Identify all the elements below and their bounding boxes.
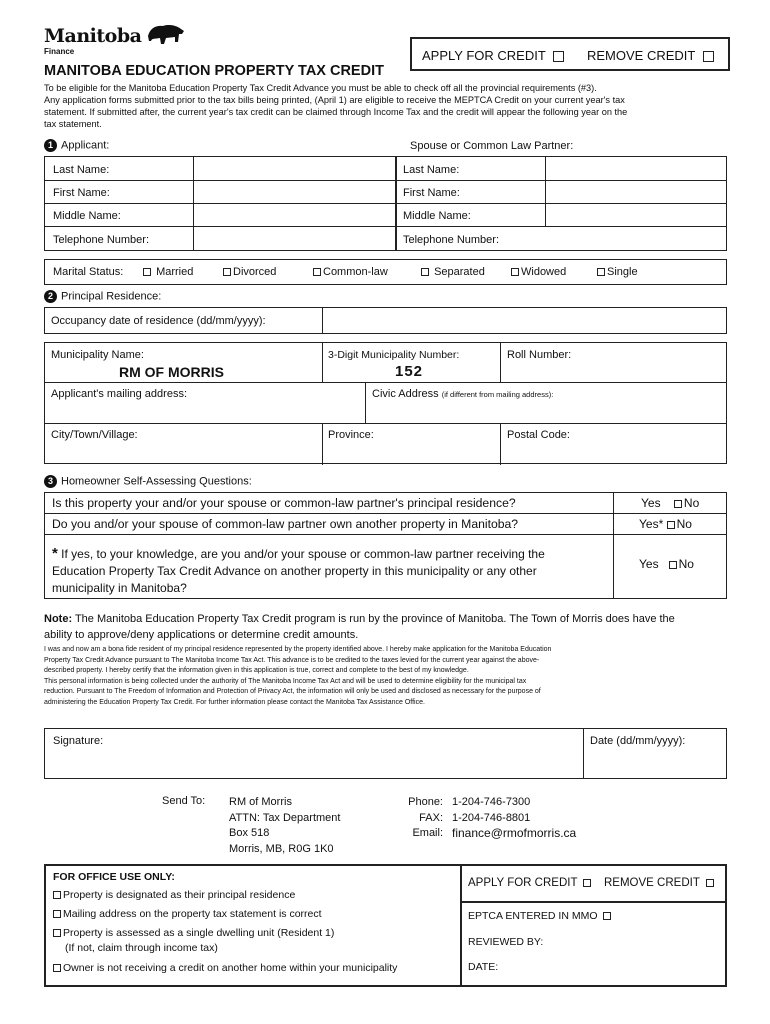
- common-law-checkbox[interactable]: [313, 268, 321, 276]
- office-use-box: [44, 864, 727, 987]
- office-check-4: Owner is not receiving a credit on another home within your municipality: [53, 962, 397, 974]
- office-use-title: FOR OFFICE USE ONLY:: [53, 871, 175, 883]
- send-to-label: Send To:: [162, 795, 206, 807]
- occupancy-row: [44, 307, 727, 334]
- apply-credit-checkbox[interactable]: [553, 51, 564, 62]
- step-2-badge: 2: [44, 290, 57, 303]
- applicant-table: [44, 156, 727, 251]
- office-remove-credit: REMOVE CREDIT: [604, 877, 716, 889]
- contact-values: [452, 795, 576, 842]
- fax-value: 1-204-746-8801: [452, 811, 531, 824]
- applicant-last-field[interactable]: [195, 158, 393, 179]
- spouse-first-label: First Name:: [403, 187, 460, 199]
- office-check-4-box[interactable]: [53, 964, 61, 972]
- office-check-3: Property is assessed as a single dwelling unit (Resident 1) (If not, claim through income tax): [53, 926, 334, 956]
- form-title: MANITOBA EDUCATION PROPERTY TAX CREDIT: [44, 63, 384, 79]
- applicant-last-label: Last Name:: [53, 164, 110, 176]
- marital-label: Marital Status:: [53, 266, 124, 278]
- spouse-heading: Spouse or Common Law Partner:: [410, 140, 574, 152]
- office-check-1: Property is designated as their principal residence: [53, 889, 295, 901]
- office-check-2: Mailing address on the property tax statement is correct: [53, 908, 322, 920]
- signature-field[interactable]: [47, 749, 579, 777]
- step-1-badge: 1: [44, 139, 57, 152]
- roll-number-label: Roll Number:: [507, 349, 572, 361]
- marital-married[interactable]: Married: [143, 266, 193, 278]
- applicant-first-label: First Name:: [53, 187, 110, 199]
- occupancy-date-field[interactable]: [324, 309, 724, 332]
- municipality-number-label: 3-Digit Municipality Number:: [328, 349, 460, 361]
- reviewed-by-label: REVIEWED BY:: [468, 936, 544, 948]
- spouse-last-label: Last Name:: [403, 164, 460, 176]
- signature-date-field[interactable]: [587, 749, 724, 777]
- signature-label: Signature:: [53, 735, 104, 747]
- postal-code-field[interactable]: [503, 443, 723, 462]
- q2-answer: Yes* No: [639, 517, 692, 531]
- apply-remove-box: [410, 37, 730, 71]
- separated-checkbox[interactable]: [421, 268, 429, 276]
- spouse-middle-label: Middle Name:: [403, 210, 471, 222]
- intro-text: To be eligible for the Manitoba Education Property Tax Credit Advance you must be able to check off all the provincial requirements (#3). Any application forms submitted prior to the tax bills being printed, (April 1) are eligible to receive the MEPTCA Credit on your current year's tax statement. If submitted after, the current year's tax credit can be claimed through Income Tax and the credit will appear the following year on the tax statement.: [44, 83, 628, 129]
- municipality-name-label: Municipality Name:: [51, 349, 144, 361]
- spouse-phone-field[interactable]: [547, 227, 725, 250]
- q1-no-checkbox[interactable]: [674, 500, 682, 508]
- logo-wordmark: Manitoba: [44, 25, 142, 47]
- question-1: Is this property your and/or your spouse or common-law partner's principal residence?: [52, 496, 516, 510]
- city-field[interactable]: [47, 443, 319, 462]
- bison-icon: [146, 22, 186, 46]
- remove-credit-label: REMOVE CREDIT: [587, 48, 696, 63]
- office-apply-checkbox[interactable]: [583, 879, 591, 887]
- marital-separated[interactable]: Separated: [421, 266, 485, 278]
- logo-subtitle: Finance: [44, 47, 75, 56]
- applicant-first-field[interactable]: [195, 181, 393, 202]
- postal-code-label: Postal Code:: [507, 429, 570, 441]
- spouse-middle-field[interactable]: [547, 204, 725, 225]
- eptca-entered: EPTCA ENTERED IN MMO: [468, 910, 613, 922]
- office-apply-credit: APPLY FOR CREDIT: [468, 877, 593, 889]
- apply-credit-label: APPLY FOR CREDIT: [422, 48, 546, 63]
- municipality-name-value[interactable]: RM OF MORRIS: [119, 364, 224, 380]
- office-date-label: DATE:: [468, 961, 499, 973]
- question-2: Do you and/or your spouse of common-law partner own another property in Manitoba?: [52, 517, 519, 531]
- q1-answer: Yes No: [641, 496, 700, 510]
- applicant-middle-label: Middle Name:: [53, 210, 121, 222]
- q3-no-checkbox[interactable]: [669, 561, 677, 569]
- email-link[interactable]: finance@rmofmorris.ca: [452, 826, 577, 840]
- divorced-checkbox[interactable]: [223, 268, 231, 276]
- marital-divorced[interactable]: Divorced: [223, 266, 276, 278]
- marital-status-row: [44, 259, 727, 285]
- section1-heading: 1 Applicant:: [44, 139, 109, 152]
- province-field[interactable]: [325, 443, 497, 462]
- spouse-last-field[interactable]: [547, 158, 725, 179]
- question-3: * If yes, to your knowledge, are you and/or your spouse or common-law partner receiving the Education Property Tax Credit Advance on another property in this municipality or any other municipality in Manitoba?: [52, 545, 545, 595]
- applicant-middle-field[interactable]: [195, 204, 393, 225]
- questions-table: [44, 492, 727, 599]
- legal-declaration: I was and now am a bona fide resident of my principal residence represented by the property identified above. I hereby make application for the Manitoba Education Property Tax Credit Advance pursuant to The Manitoba Income Tax Act. This advance is to be credited to the taxes levied for the current year against the above- described property. I hereby certify that the information given in this application is true, correct and complete to the best of my knowledge. This personal information is being collected under the authority of The Manitoba Income Tax Act and will be used to determine eligibility for the municipal tax reduction. Pursuant to The Freedom of Information and Protection of Privacy Act, the information will only be used and disclosed as necessary for the purpose of administering the Education Property Tax Credit. For further information please contact the Manitoba Tax Assistance Office.: [44, 646, 552, 706]
- mailing-address-label: Applicant's mailing address:: [51, 388, 188, 400]
- married-checkbox[interactable]: [143, 268, 151, 276]
- office-check-2-box[interactable]: [53, 910, 61, 918]
- applicant-phone-field[interactable]: [195, 227, 393, 250]
- q2-no-checkbox[interactable]: [667, 521, 675, 529]
- send-to-address: RM of Morris ATTN: Tax Department Box 518 Morris, MB, R0G 1K0: [229, 796, 341, 855]
- civic-address-field[interactable]: [368, 401, 724, 421]
- office-remove-checkbox[interactable]: [706, 879, 714, 887]
- office-check-1-box[interactable]: [53, 891, 61, 899]
- applicant-phone-label: Telephone Number:: [53, 234, 150, 246]
- civic-address-label: Civic Address (if different from mailing address):: [372, 388, 554, 400]
- office-check-3-box[interactable]: [53, 929, 61, 937]
- mailing-address-field[interactable]: [47, 401, 362, 421]
- remove-credit-checkbox[interactable]: [703, 51, 714, 62]
- marital-common-law[interactable]: Common-law: [313, 266, 388, 278]
- manitoba-logo: [44, 22, 186, 47]
- municipality-number-value[interactable]: 152: [395, 363, 424, 380]
- phone-value: 1-204-746-7300: [452, 796, 531, 808]
- signature-date-label: Date (dd/mm/yyyy):: [590, 735, 686, 747]
- province-label: Province:: [328, 429, 374, 441]
- spouse-first-field[interactable]: [547, 181, 725, 202]
- marital-widowed[interactable]: Widowed: [511, 266, 566, 278]
- marital-single[interactable]: Single: [597, 266, 638, 278]
- eptca-checkbox[interactable]: [603, 912, 611, 920]
- occupancy-label: Occupancy date of residence (dd/mm/yyyy):: [51, 315, 266, 327]
- section3-heading: 3 Homeowner Self-Assessing Questions:: [44, 475, 252, 488]
- section2-heading: 2 Principal Residence:: [44, 290, 161, 303]
- q3-answer: Yes No: [639, 557, 694, 571]
- city-label: City/Town/Village:: [51, 429, 138, 441]
- widowed-checkbox[interactable]: [511, 268, 519, 276]
- residence-table: [44, 342, 727, 464]
- single-checkbox[interactable]: [597, 268, 605, 276]
- spouse-phone-label: Telephone Number:: [403, 234, 500, 246]
- note-text: Note: The Manitoba Education Property Tax Credit program is run by the province of Manitoba. The Town of Morris does have the ability to approve/deny applications or determine credit amounts.: [44, 613, 675, 641]
- roll-number-field[interactable]: [503, 363, 723, 380]
- step-3-badge: 3: [44, 475, 57, 488]
- contact-labels: Phone: FAX: Email:: [408, 796, 443, 839]
- signature-row: [44, 728, 727, 779]
